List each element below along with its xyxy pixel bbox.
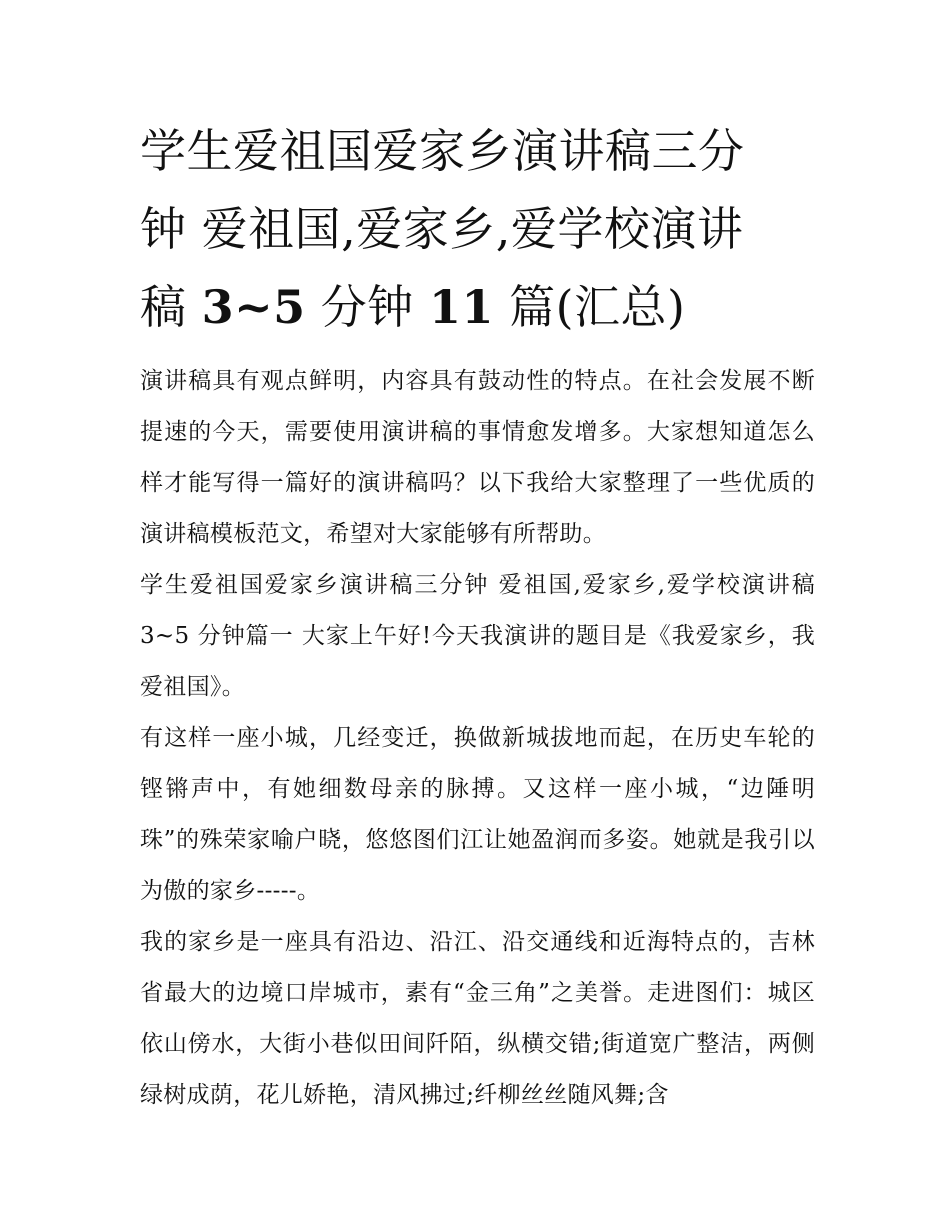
document-body xyxy=(140,112,815,1121)
document-title xyxy=(140,112,815,346)
title-line-3: 稿 3~5 分钟 11 篇(汇总) xyxy=(140,280,686,334)
paragraph-intro: 演讲稿具有观点鲜明，内容具有鼓动性的特点。在社会发展不断提速的今天，需要使用演讲稿的事情愈发增多。大家想知道怎么样才能写得一篇好的演讲稿吗？以下我给大家整理了一些优质的演讲稿模板范文，希望对大家能够有所帮助。 xyxy=(140,368,815,547)
paragraph-hometown: 我的家乡是一座具有沿边、沿江、沿交通线和近海特点的，吉林省最大的边境口岸城市，素有“金三角”之美誉。走进图们：城区依山傍水，大街小巷似田间阡陌，纵横交错;街道宽广整洁，两侧绿树成荫，花儿娇艳，清风拂过;纤柳丝丝随风舞;含 xyxy=(140,929,815,1108)
paragraph-small-city: 有这样一座小城，几经变迁，换做新城拔地而起，在历史车轮的铿锵声中，有她细数母亲的脉搏。又这样一座小城，“边陲明珠”的殊荣家喻户晓，悠悠图们江让她盈润而多姿。她就是我引以为傲的家乡-----。 xyxy=(140,725,815,904)
paragraph-heading-1: 学生爱祖国爱家乡演讲稿三分钟 爱祖国,爱家乡,爱学校演讲稿3~5 分钟篇一 大家上午好!今天我演讲的题目是《我爱家乡，我爱祖国》。 xyxy=(140,572,815,700)
title-line-2: 钟 爱祖国,爱家乡,爱学校演讲 xyxy=(140,202,744,256)
title-line-1: 学生爱祖国爱家乡演讲稿三分 xyxy=(140,124,745,178)
